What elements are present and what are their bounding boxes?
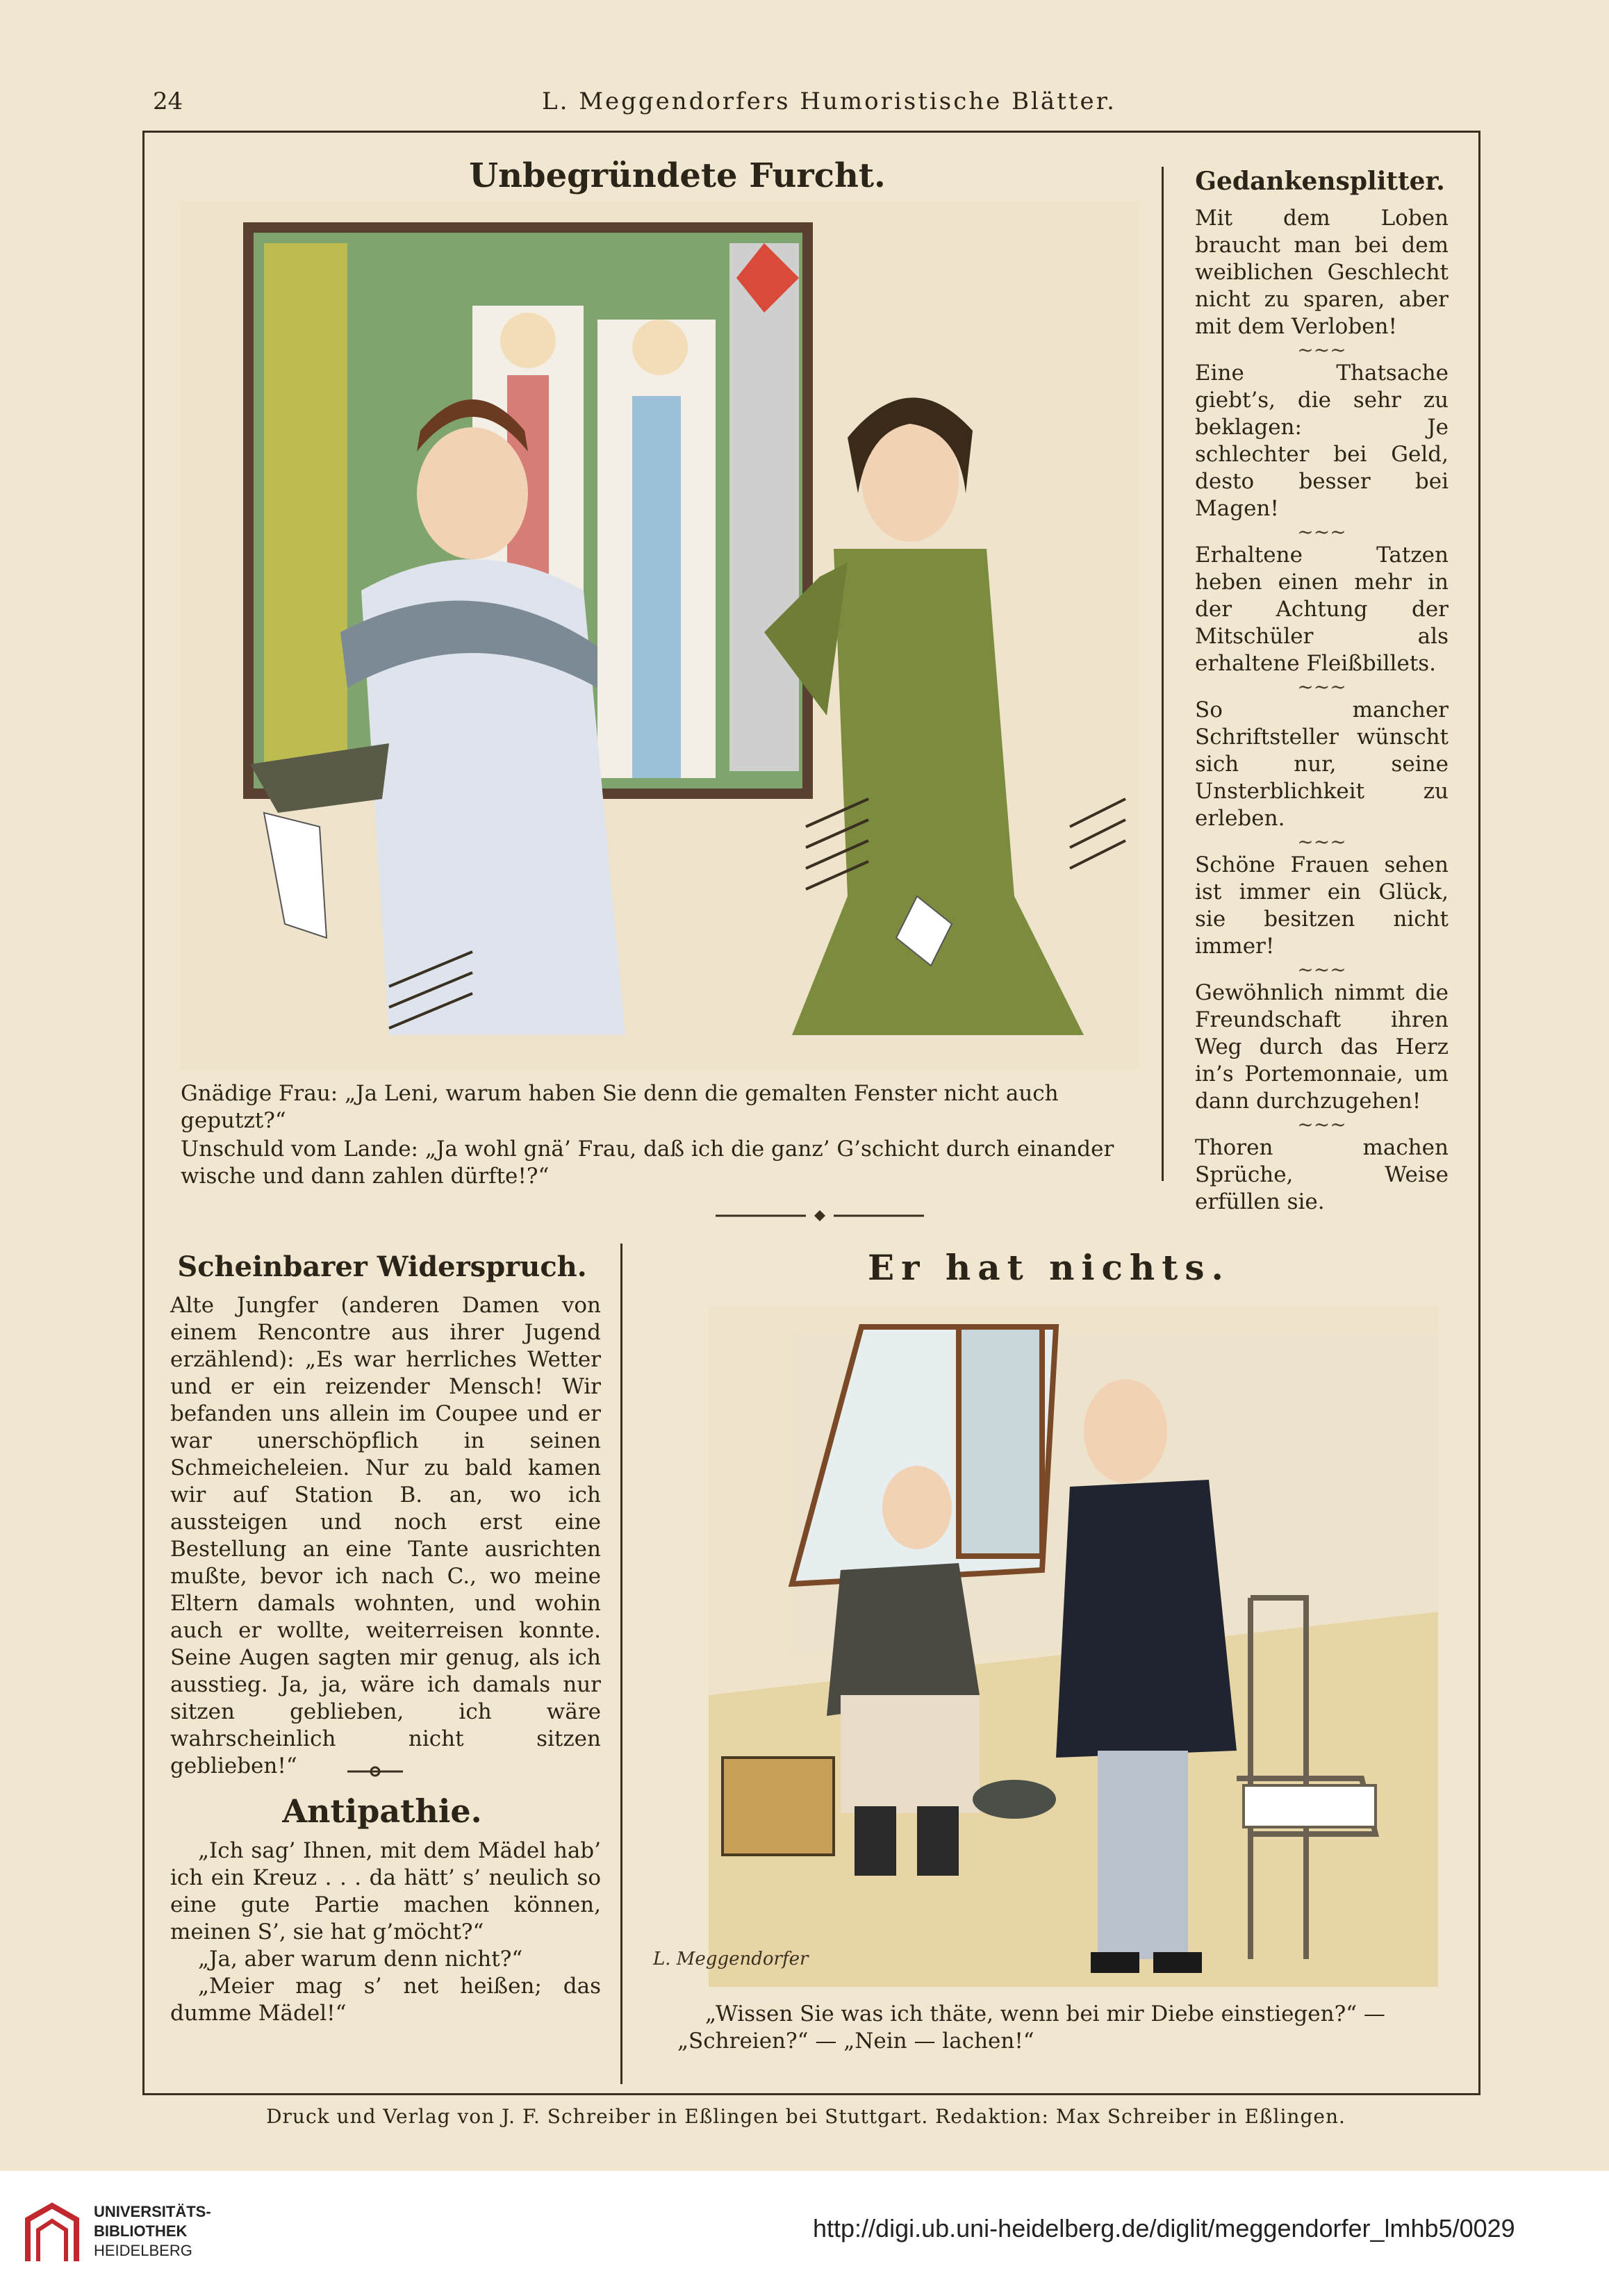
bottom-caption: „Wissen Sie was ich thäte, wenn bei mir Diebe einstiegen?“ — „Schreien?“ — „Nein — lachen!“	[677, 2001, 1385, 2054]
aphorism-separator: ~~~	[1297, 520, 1346, 543]
library-name-line: HEIDELBERG	[94, 2242, 192, 2259]
aphorism-item: Erhaltene Tatzen heben einen mehr in der Achtung der Mitschüler als erhaltene Fleißbillets.	[1195, 543, 1449, 676]
aphorisms-title: Gedankensplitter.	[1195, 167, 1445, 196]
illustrator-signature: L. Meggendorfer	[653, 1949, 809, 1969]
column-rule-bottom	[620, 1244, 622, 2084]
imprint-line: Druck und Verlag von J. F. Schreiber in Eßlingen bei Stuttgart. Redaktion: Max Schreiber in Eßlingen.	[266, 2105, 1346, 2128]
top-caption-2: Unschuld vom Lande: „Ja wohl gnä’ Frau, daß ich die ganz’ G’schicht durch einander wische und dann zahlen dürfte!?“	[181, 1137, 1114, 1189]
aphorism-separator: ~~~	[1297, 675, 1346, 698]
library-name	[94, 2202, 211, 2261]
contradiction-title: Scheinbarer Widerspruch.	[177, 1250, 587, 1283]
library-bar	[0, 2171, 1609, 2296]
aphorism-item: Thoren machen Sprüche, Weise erfüllen sie.	[1195, 1135, 1449, 1214]
source-url-link[interactable]: http://digi.ub.uni-heidelberg.de/diglit/meggendorfer_lmhb5/0029	[813, 2214, 1515, 2243]
aphorism-separator: ~~~	[1297, 338, 1346, 361]
aphorism-separator: ~~~	[1297, 1113, 1346, 1136]
aphorism-item: Schöne Frauen sehen ist immer ein Glück, sie besitzen nicht immer!	[1195, 852, 1449, 959]
antipathy-title: Antipathie.	[282, 1792, 482, 1830]
antipathy-text	[170, 1837, 601, 2027]
aphorism-separator: ~~~	[1297, 958, 1346, 981]
aphorism-separator: ~~~	[1297, 830, 1346, 853]
antipathy-line: „Meier mag s’ net heißen; das dumme Mädel!“	[170, 1974, 601, 2026]
library-name-line: UNIVERSITÄTS-	[94, 2203, 211, 2220]
aphorism-item: Eine Thatsache giebt’s, die sehr zu beklagen: Je schlechter bei Geld, desto besser bei Magen!	[1195, 361, 1449, 521]
aphorism-item: So mancher Schriftsteller wünscht sich nur, seine Unsterblichkeit zu erleben.	[1195, 697, 1449, 831]
library-logo-icon	[21, 2199, 83, 2268]
aphorisms-list	[1195, 205, 1449, 1216]
bottom-story-title: Er hat nichts.	[868, 1247, 1230, 1288]
bottom-illustration	[709, 1306, 1438, 1987]
top-story-title: Unbegründete Furcht.	[469, 156, 886, 195]
page-header	[146, 82, 1466, 124]
top-caption-1: Gnädige Frau: „Ja Leni, warum haben Sie denn die gemalten Fenster nicht auch geputzt?“	[181, 1081, 1059, 1133]
page-number: 24	[153, 88, 183, 115]
library-name-line: BIBLIOTHEK	[94, 2222, 188, 2240]
aphorism-item: Gewöhnlich nimmt die Freundschaft ihren Weg durch das Herz in’s Portemonnaie, um dann durchzugehen!	[1195, 980, 1449, 1114]
aphorism-item: Mit dem Loben braucht man bei dem weiblichen Geschlecht nicht zu sparen, aber mit dem Verloben!	[1195, 206, 1449, 339]
small-ornament	[347, 1765, 403, 1778]
column-rule-top	[1162, 167, 1164, 1181]
top-illustration	[181, 201, 1139, 1070]
antipathy-line: „Ja, aber warum denn nicht?“	[198, 1947, 523, 1972]
running-title: L. Meggendorfers Humoristische Blätter.	[542, 88, 1116, 115]
contradiction-text: Alte Jungfer (anderen Damen von einem Rencontre aus ihrer Jugend erzählend): „Es war herrliches Wetter und er ein reizender Mensch! Wir befanden uns allein im Coupee und er war unerschöpflich in seinen Schmeicheleien. Nur zu bald kamen wir auf Station B. an, wo ich aussteigen und noch erst eine Bestellung an eine Tante ausrichten mußte, bevor ich nach C., wo meine Eltern damals wohnten, und wohin auch er wollte, weiterreisen konnte. Seine Augen sagten mir genug, als ich ausstieg. Ja, ja, wäre ich damals nur sitzen geblieben, ich wäre wahrscheinlich nicht sitzen geblieben!“	[170, 1293, 601, 1778]
ornament-divider	[716, 1209, 924, 1223]
antipathy-line: „Ich sag’ Ihnen, mit dem Mädel hab’ ich ein Kreuz . . . da hätt’ s’ neulich so eine gute Partie machen können, meinen S’, sie hat g’möcht?“	[170, 1838, 601, 1944]
